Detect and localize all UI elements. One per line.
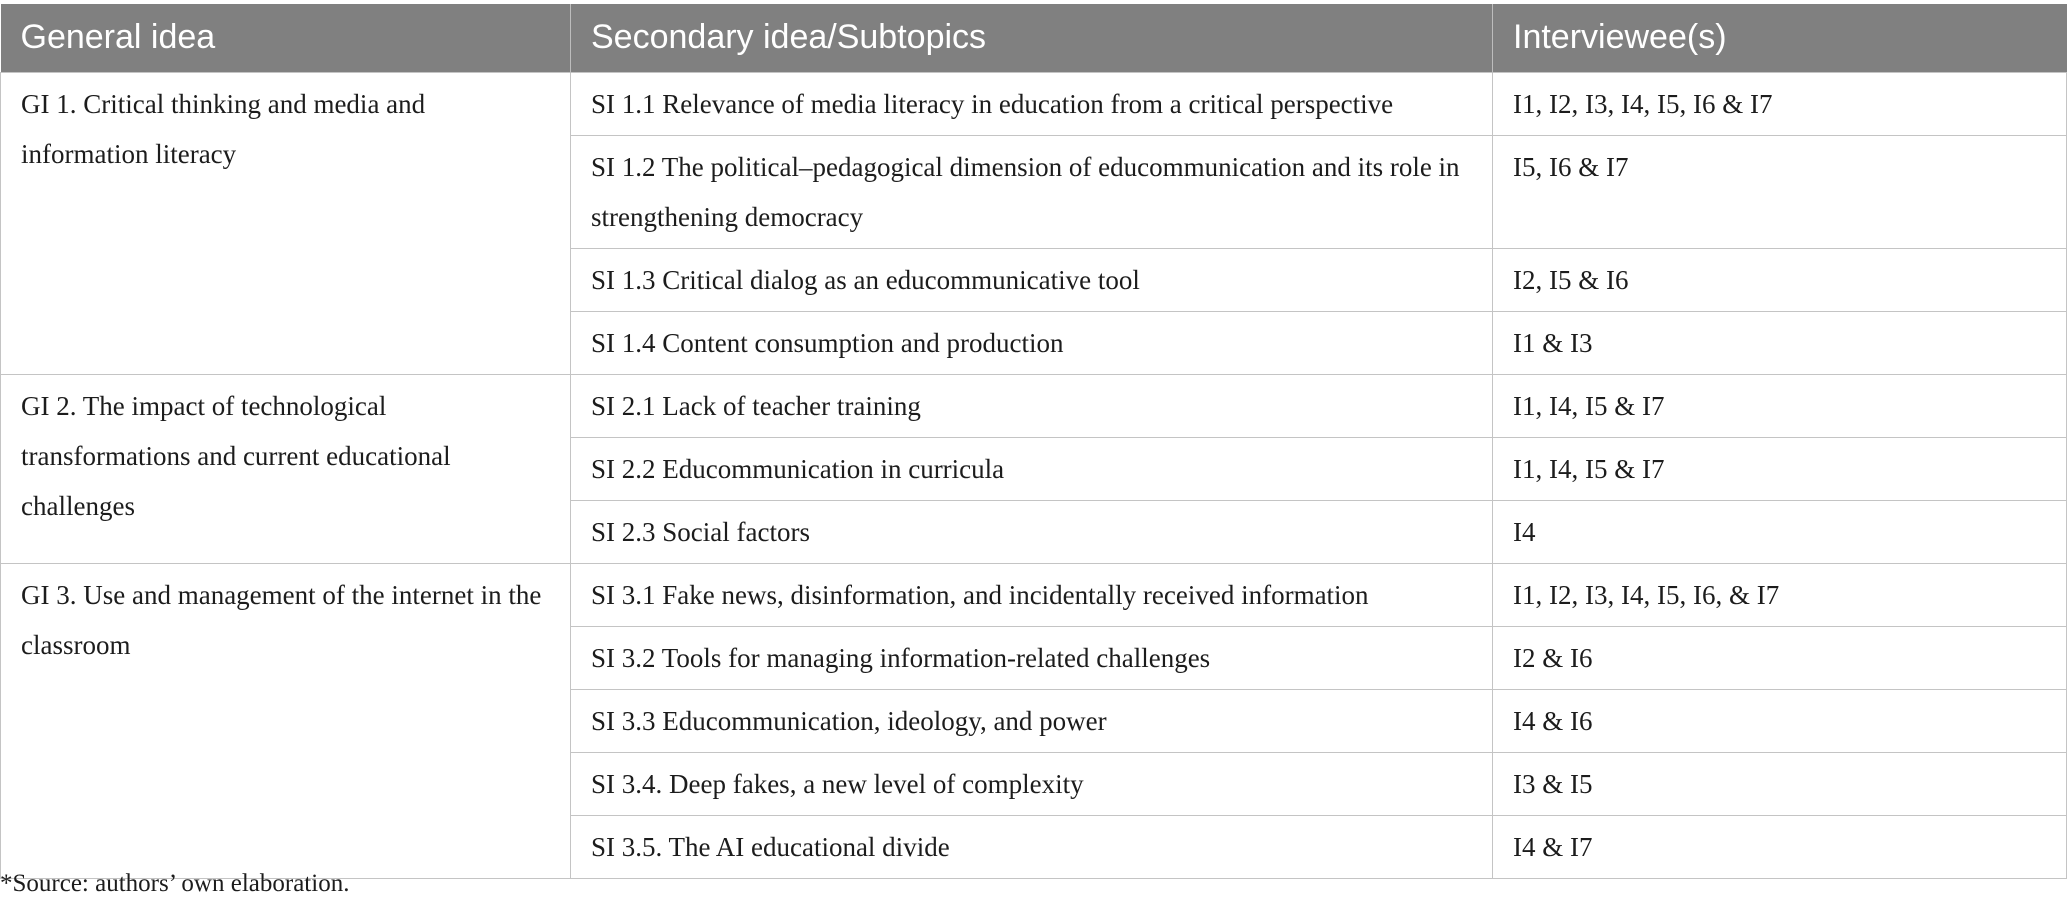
subtopic-cell: SI 1.2 The political–pedagogical dimension of educommunication and its role in strengthening democracy <box>571 135 1493 248</box>
table-row <box>1 374 2067 437</box>
header-interviewees: Interviewee(s) <box>1493 4 2067 72</box>
header-general-idea: General idea <box>1 4 571 72</box>
general-idea-cell: GI 2. The impact of technological transformations and current educational challenges <box>1 374 571 563</box>
interviewee-cell: I1 & I3 <box>1493 311 2067 374</box>
subtopic-cell: SI 3.1 Fake news, disinformation, and incidentally received information <box>571 563 1493 626</box>
interviewee-cell: I1, I4, I5 & I7 <box>1493 374 2067 437</box>
interviewee-cell: I2, I5 & I6 <box>1493 248 2067 311</box>
interviewee-cell: I3 & I5 <box>1493 752 2067 815</box>
subtopic-cell: SI 1.3 Critical dialog as an educommunicative tool <box>571 248 1493 311</box>
subtopic-cell: SI 3.5. The AI educational divide <box>571 815 1493 878</box>
table-row <box>1 72 2067 135</box>
subtopic-cell: SI 3.4. Deep fakes, a new level of complexity <box>571 752 1493 815</box>
subtopic-cell: SI 3.3 Educommunication, ideology, and power <box>571 689 1493 752</box>
subtopic-cell: SI 1.1 Relevance of media literacy in education from a critical perspective <box>571 72 1493 135</box>
subtopic-cell: SI 2.2 Educommunication in curricula <box>571 437 1493 500</box>
general-idea-cell: GI 1. Critical thinking and media and information literacy <box>1 72 571 374</box>
interviewee-cell: I1, I2, I3, I4, I5, I6, & I7 <box>1493 563 2067 626</box>
interviewee-cell: I4 <box>1493 500 2067 563</box>
interviewee-cell: I4 & I6 <box>1493 689 2067 752</box>
subtopic-cell: SI 1.4 Content consumption and production <box>571 311 1493 374</box>
interviewee-cell: I2 & I6 <box>1493 626 2067 689</box>
interviewee-cell: I4 & I7 <box>1493 815 2067 878</box>
interviewee-cell: I1, I4, I5 & I7 <box>1493 437 2067 500</box>
source-footnote: *Source: authors’ own elaboration. <box>0 870 350 897</box>
general-idea-cell: GI 3. Use and management of the internet in the classroom <box>1 563 571 878</box>
subtopic-cell: SI 2.1 Lack of teacher training <box>571 374 1493 437</box>
table-row <box>1 563 2067 626</box>
interviewee-cell: I5, I6 & I7 <box>1493 135 2067 248</box>
subtopic-cell: SI 2.3 Social factors <box>571 500 1493 563</box>
subtopics-table <box>0 4 2066 879</box>
subtopic-cell: SI 3.2 Tools for managing information-related challenges <box>571 626 1493 689</box>
table-header <box>1 4 2067 72</box>
interviewee-cell: I1, I2, I3, I4, I5, I6 & I7 <box>1493 72 2067 135</box>
header-secondary-idea: Secondary idea/Subtopics <box>571 4 1493 72</box>
